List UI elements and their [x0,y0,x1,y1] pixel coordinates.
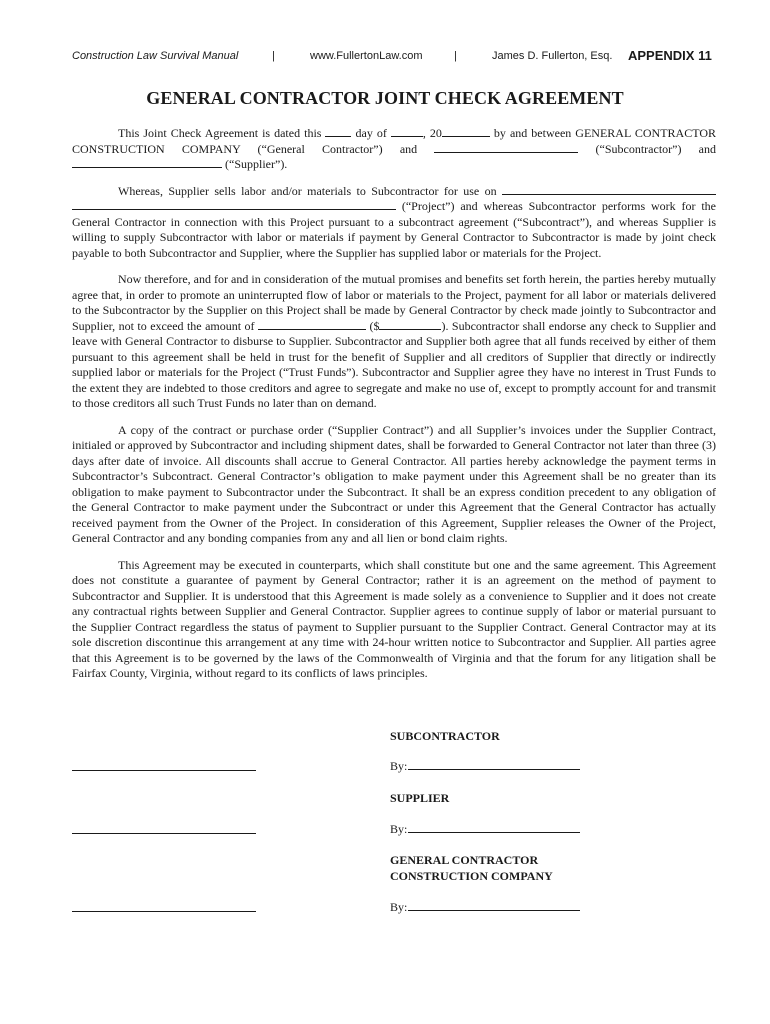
text-span: day of [351,126,391,140]
subcontractor-witness-line[interactable] [72,770,256,771]
by-label: By: [390,759,408,773]
whereas-paragraph [72,184,716,262]
amount-number-blank[interactable] [379,319,441,330]
subcontractor-name-blank[interactable] [434,142,578,153]
supplier-contract-paragraph: A copy of the contract or purchase order (“Supplier Contract”) and all Supplier’s invoices under the Supplier Contract, initialed or approved by Subcontractor and including shipment dates, shall be forwarded to General Contractor not later than three (3) days after date of invoice. All discounts shall accrue to General Contractor. All parties hereby acknowledge the payment terms in Subcontractor’s Subcontract. General Contractor’s obligation to make payment under this Agreement shall be no greater than its obligation to make payment to Subcontractor under the Subcontract. It shall be an express condition precedent to any obligation of the General Contractor to make payment under the Subcontract or under this Agreement that the General Contractor has actually received payment from the Owner of the Project. In consideration of this Agreement, Supplier releases the Owner of the Project, General Contractor and any bonding companies from any and all lien or bond claim rights. [72,422,716,545]
subcontractor-signature[interactable] [390,759,580,774]
gc-heading-line1: GENERAL CONTRACTOR [390,853,539,867]
general-contractor-witness-line[interactable] [72,911,256,912]
appendix-label: APPENDIX 11 [628,48,712,63]
text-span: by and between GENERAL CONTRACTOR CONSTRUCTION COMPANY (“General Contractor”) and [72,126,716,156]
document-title: GENERAL CONTRACTOR JOINT CHECK AGREEMENT [146,88,624,108]
subcontractor-heading: SUBCONTRACTOR [390,729,500,743]
page-header [72,48,722,66]
signature-line[interactable] [408,822,580,833]
signature-line[interactable] [408,900,580,911]
general-contractor-signature[interactable] [390,900,580,915]
amount-words-blank[interactable] [258,319,366,330]
day-blank[interactable] [325,126,351,137]
text-span: (“Project”) and whereas Subcontractor performs work for the General Contractor in connection with this Project pursuant to a subcontract agreement (“Subcontract”), and whereas Supplier is willing to supply Subcontractor with labor or materials if payment by General Contractor to Subcontractor is made by joint check payable to both Subcontractor and Supplier, where the Supplier has supplied labor or materials for the Project. [72,199,716,260]
by-label: By: [390,822,408,836]
gc-heading-line2: CONSTRUCTION COMPANY [390,869,553,883]
by-label: By: [390,900,408,914]
project-name-blank-cont[interactable] [72,199,396,210]
agreement-body [72,126,716,693]
signature-line[interactable] [408,759,580,770]
supplier-name-blank[interactable] [72,157,222,168]
supplier-signature[interactable] [390,822,580,837]
text-span: (“Supplier”). [222,157,288,171]
text-span: Now therefore, and for and in consideration of the mutual promises and benefits set forth herein, the parties hereby mutually agree that, in order to promote an uninterrupted flow of labor or materials to the Project, payment for all labor or materials delivered to the Subcontractor by the Supplier on this Project shall be made by General Contractor by check made jointly to Subcontractor and Supplier, not to exceed the amount of [72,272,716,333]
author-name: James D. Fullerton, Esq. [492,50,613,62]
intro-paragraph [72,126,716,173]
text-span: This Joint Check Agreement is dated this [118,126,326,140]
counterparts-paragraph: This Agreement may be executed in counterparts, which shall constitute but one and the same agreement. This Agreement does not constitute a guarantee of payment by General Contractor; rather it is an agreement on the method of payment to Subcontractor and Supplier. It is understood that this Agreement is made solely as a convenience to Supplier and it does not create any contractual rights between Supplier and General Contractor. Supplier agrees to continue supply of labor or material pursuant to the Supplier Contract regardless the status of payment to Supplier pursuant to the Supplier Contract. General Contractor may at its sole discretion discontinue this arrangement at any time with 24-hour written notice to Subcontractor and Supplier. All parties agree that this Agreement is to be governed by the laws of the Commonwealth of Virginia and that the forum for any litigation shall be Fairfax County, Virginia, without regard to its conflicts of laws principles. [72,557,716,680]
text-span: Whereas, Supplier sells labor and/or materials to Subcontractor for use on [118,183,502,198]
manual-title: Construction Law Survival Manual [72,50,239,62]
website-link[interactable]: www.FullertonLaw.com [310,50,423,62]
supplier-heading: SUPPLIER [390,791,450,805]
month-blank[interactable] [391,126,423,137]
text-span: (“Subcontractor”) and [578,141,716,156]
header-separator: | [454,50,457,62]
supplier-witness-line[interactable] [72,833,256,834]
text-span: ($ [366,318,380,333]
project-name-blank[interactable] [502,184,716,195]
header-separator: | [272,50,275,62]
now-therefore-paragraph [72,272,716,412]
year-blank[interactable] [442,126,490,137]
general-contractor-heading [390,852,553,884]
text-span: ). Subcontractor shall endorse any check to Supplier and leave with General Contractor to disburse to Supplier. Subcontractor and Supplier both agree that all funds received by either of them pursuant to this agreement shall be held in trust for the benefit of Supplier and all creditors of Supplier that directly or indirectly supplied labor or materials for the Project (“Trust Funds”). Subcontractor and Supplier agree they have no interest in Trust Funds to the extent they are indebted to those creditors and agree to segregate and make no use of, except to promptly account for and transmit to those creditors all such Trust Funds no later than on demand. [72,318,717,410]
text-span: , 20 [422,126,442,140]
